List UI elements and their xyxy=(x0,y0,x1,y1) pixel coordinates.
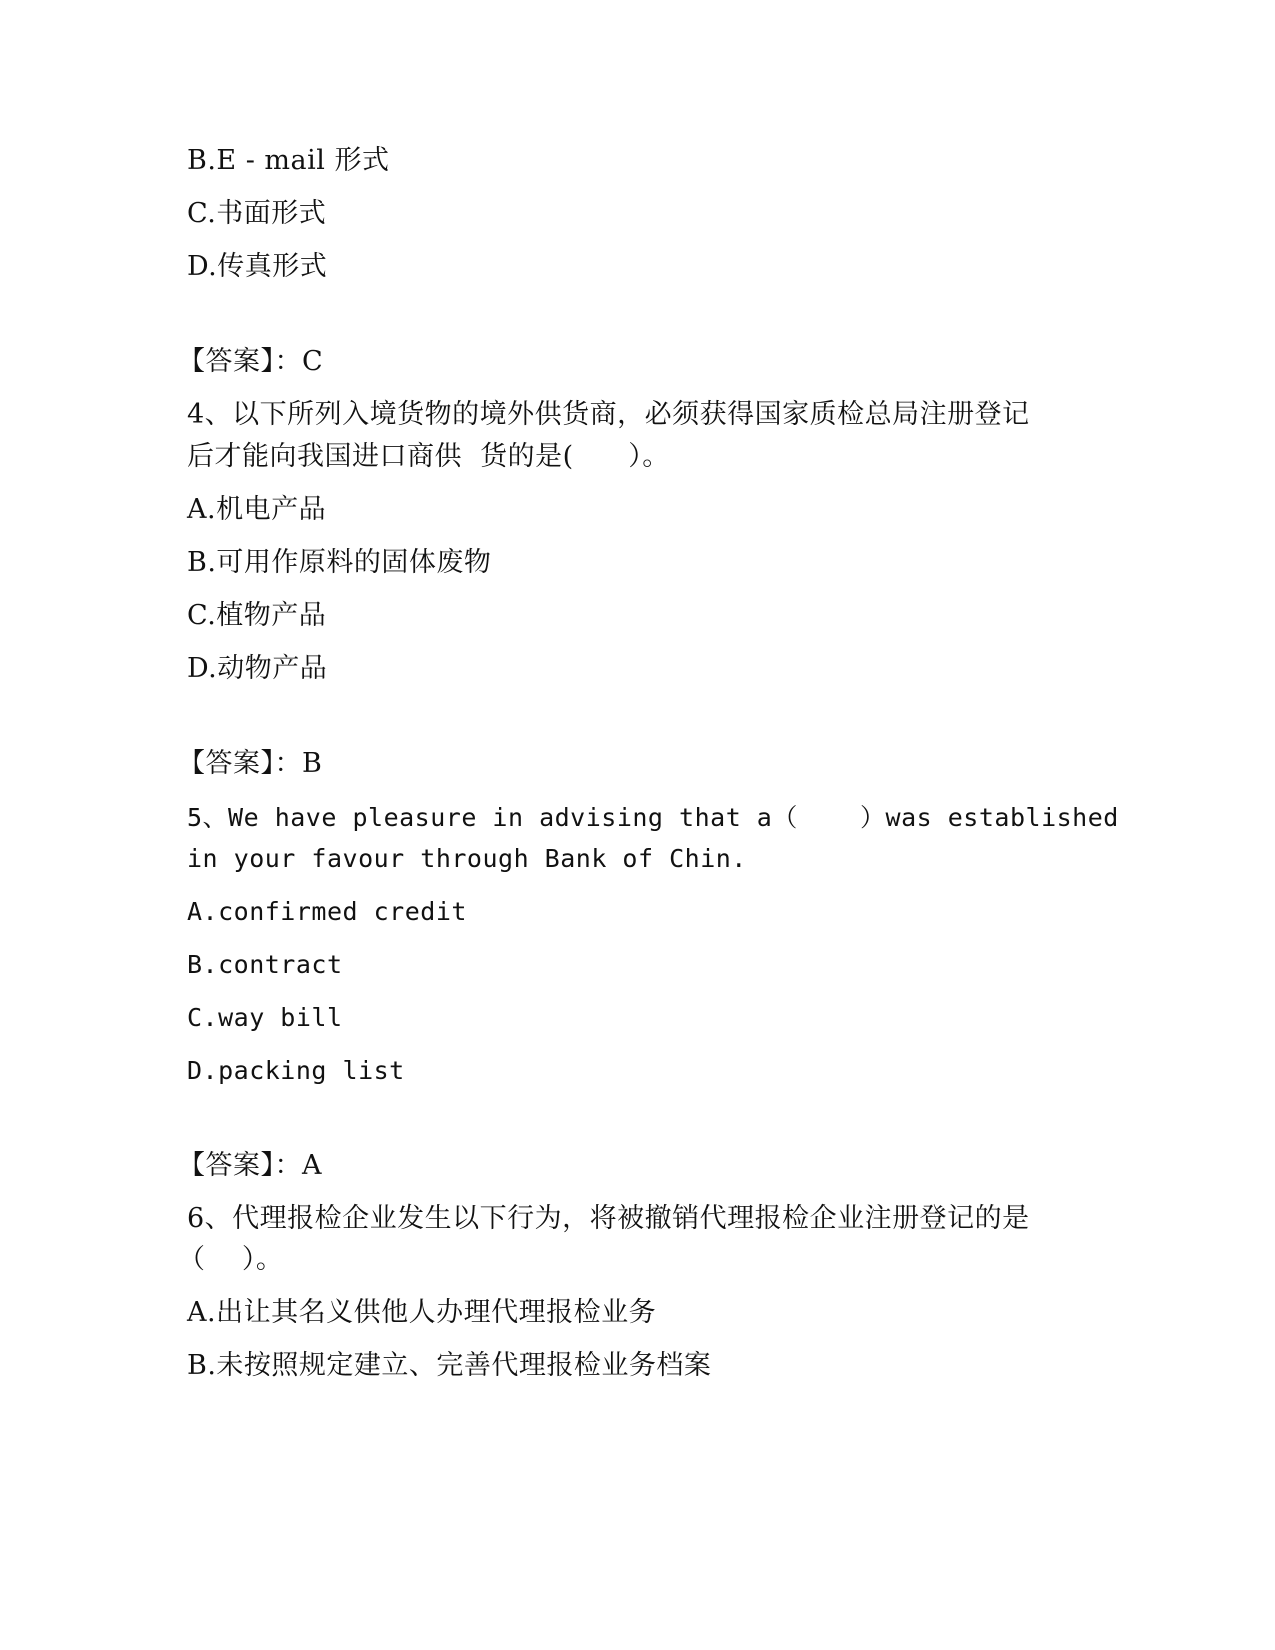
q6-stem-line2: （ ）。 xyxy=(178,1244,284,1275)
q3-answer: 【答案】：C xyxy=(178,346,324,377)
q5-answer: 【答案】：A xyxy=(178,1150,322,1181)
q5-option-d: D.packing list xyxy=(187,1056,405,1085)
q6-option-b: B.未按照规定建立、完善代理报检业务档案 xyxy=(187,1350,712,1381)
q5-option-a: A.confirmed credit xyxy=(187,897,467,926)
q4-stem-line2: 后才能向我国进口商供 货的是( ）。 xyxy=(187,441,670,472)
q6-stem-line1: 6、代理报检企业发生以下行为，将被撤销代理报检企业注册登记的是 xyxy=(187,1203,1030,1234)
q4-option-c: C.植物产品 xyxy=(187,600,327,631)
q5-stem-line2: in your favour through Bank of Chin. xyxy=(187,844,747,873)
q5-option-b: B.contract xyxy=(187,950,343,979)
q4-option-b: B.可用作原料的固体废物 xyxy=(187,547,492,578)
q4-stem-line1: 4、以下所列入境货物的境外供货商，必须获得国家质检总局注册登记 xyxy=(187,399,1030,430)
q5-stem-line1: 5、We have pleasure in advising that a（ ）was established xyxy=(187,803,1119,832)
q4-answer: 【答案】：B xyxy=(178,748,323,779)
q4-option-a: A.机电产品 xyxy=(187,494,327,525)
q6-option-a: A.出让其名义供他人办理代理报检业务 xyxy=(187,1297,657,1328)
q3-option-d: D.传真形式 xyxy=(187,251,328,282)
q3-option-b: B.E - mail 形式 xyxy=(187,145,390,176)
q3-option-c: C.书面形式 xyxy=(187,198,327,229)
q5-option-c: C.way bill xyxy=(187,1003,343,1032)
q4-option-d: D.动物产品 xyxy=(187,653,328,684)
